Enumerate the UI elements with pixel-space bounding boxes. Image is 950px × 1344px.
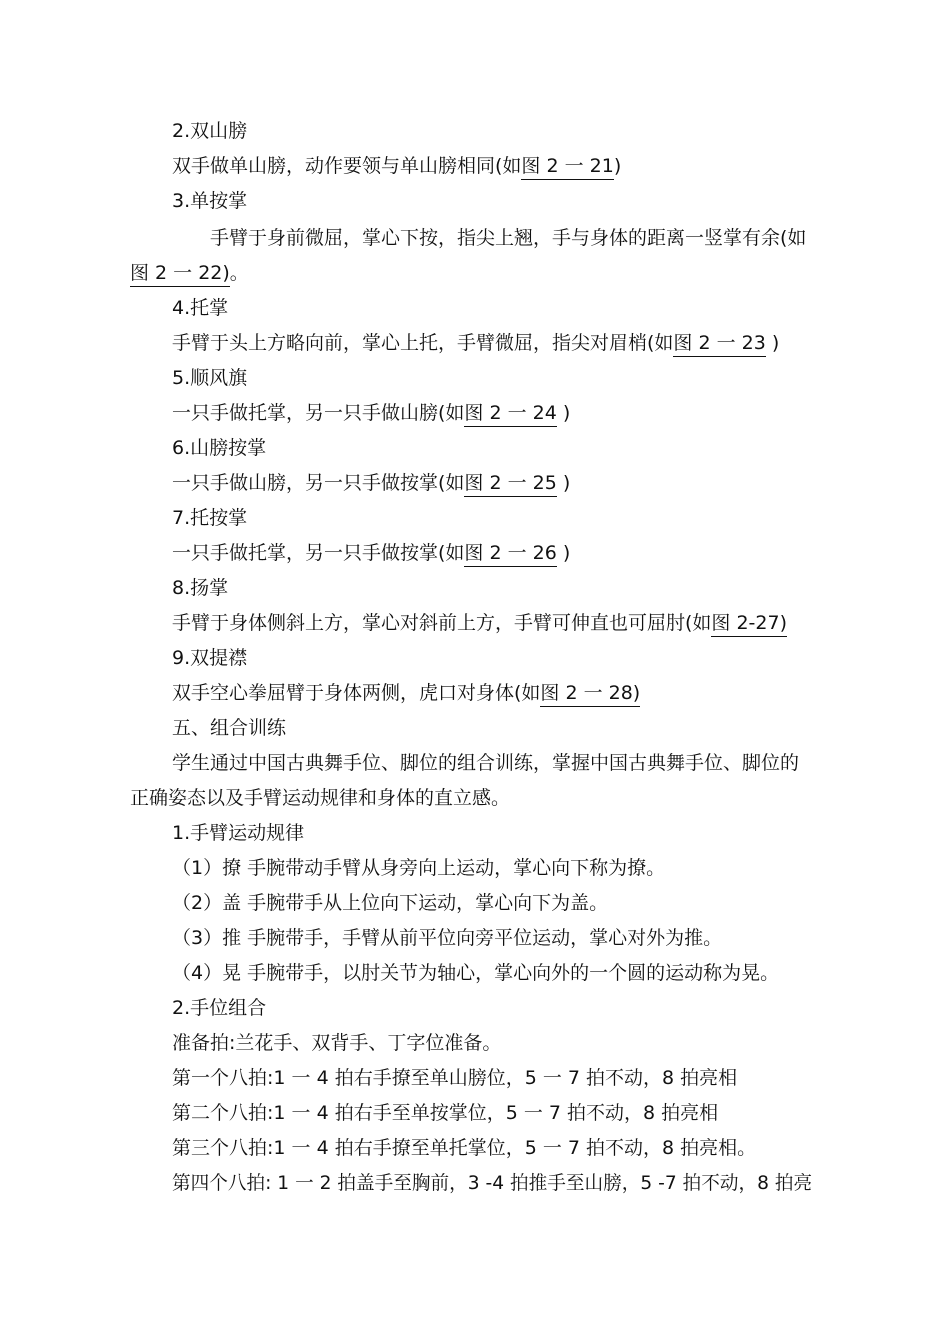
figure-reference-2-22: 图 2 一 22)	[130, 262, 230, 287]
paragraph-shanbang-anzhang: 一只手做山膀，另一只手做按掌(如图 2 一 25 )	[172, 470, 570, 496]
heading-shanbang-anzhang: 6.山膀按掌	[172, 437, 267, 459]
heading-shuangtijin: 9.双提襟	[172, 647, 248, 669]
paragraph-second-eight-beat: 第二个八拍:1 一 4 拍右手至单按掌位，5 一 7 拍不动，8 拍亮相	[172, 1102, 719, 1124]
paragraph-third-eight-beat: 第三个八拍:1 一 4 拍右手撩至单托掌位，5 一 7 拍不动，8 拍亮相。	[172, 1137, 757, 1159]
figure-reference-2-26: 图 2 一 26	[464, 542, 556, 567]
paragraph-single-anzhang-cont: 图 2 一 22)。	[130, 260, 249, 286]
section-heading-combination-training: 五、组合训练	[172, 717, 287, 739]
figure-reference-2-23: 图 2 一 23	[673, 332, 765, 357]
item-tui: （3）推 手腕带手，手臂从前平位向旁平位运动，掌心对外为推。	[172, 927, 723, 949]
paragraph-shunfengqi: 一只手做托掌，另一只手做山膀(如图 2 一 24 )	[172, 400, 570, 426]
item-liao: （1）撩 手腕带动手臂从身旁向上运动，掌心向下称为撩。	[172, 857, 666, 879]
paragraph-preparation-beat: 准备拍:兰花手、双背手、丁字位准备。	[172, 1032, 502, 1054]
heading-yangzhang: 8.扬掌	[172, 577, 229, 599]
paragraph-fourth-eight-beat: 第四个八拍: 1 一 2 拍盖手至胸前，3 -4 拍推手至山膀，5 -7 拍不动，8 拍亮	[172, 1172, 813, 1194]
heading-double-shanbang: 2.双山膀	[172, 120, 248, 142]
paragraph-tuo-anzhang: 一只手做托掌，另一只手做按掌(如图 2 一 26 )	[172, 540, 570, 566]
item-gai: （2）盖 手腕带手从上位向下运动，掌心向下为盖。	[172, 892, 609, 914]
figure-reference-2-28: 图 2 一 28)	[540, 682, 640, 707]
item-huang: （4）晃 手腕带手，以肘关节为轴心，掌心向外的一个圆的运动称为晃。	[172, 962, 780, 984]
paragraph-combination-intro: 学生通过中国古典舞手位、脚位的组合训练，掌握中国古典舞手位、脚位的	[172, 752, 800, 774]
paragraph-tuozhang: 手臂于头上方略向前，掌心上托，手臂微屈，指尖对眉梢(如图 2 一 23 )	[172, 330, 779, 356]
paragraph-shuangtijin: 双手空心拳屈臂于身体两侧，虎口对身体(如图 2 一 28)	[172, 680, 640, 706]
figure-reference-2-24: 图 2 一 24	[464, 402, 556, 427]
paragraph-single-anzhang: 手臂于身前微屈，掌心下按，指尖上翘，手与身体的距离一竖掌有余(如	[210, 227, 807, 249]
heading-arm-movement: 1.手臂运动规律	[172, 822, 305, 844]
figure-reference-2-21: 图 2 一 21	[521, 155, 613, 180]
paragraph-yangzhang: 手臂于身体侧斜上方，掌心对斜前上方，手臂可伸直也可屈肘(如图 2-27)	[172, 610, 787, 636]
figure-reference-2-25: 图 2 一 25	[464, 472, 556, 497]
heading-tuo-anzhang: 7.托按掌	[172, 507, 248, 529]
heading-hand-position-combination: 2.手位组合	[172, 997, 267, 1019]
paragraph-first-eight-beat: 第一个八拍:1 一 4 拍右手撩至单山膀位，5 一 7 拍不动，8 拍亮相	[172, 1067, 738, 1089]
heading-tuozhang: 4.托掌	[172, 297, 229, 319]
figure-reference-2-27: 图 2-27)	[711, 612, 787, 637]
heading-single-anzhang: 3.单按掌	[172, 190, 248, 212]
heading-shunfengqi: 5.顺风旗	[172, 367, 248, 389]
paragraph-combination-intro-cont: 正确姿态以及手臂运动规律和身体的直立感。	[130, 787, 511, 809]
paragraph-double-shanbang: 双手做单山膀，动作要领与单山膀相同(如图 2 一 21)	[172, 153, 621, 179]
